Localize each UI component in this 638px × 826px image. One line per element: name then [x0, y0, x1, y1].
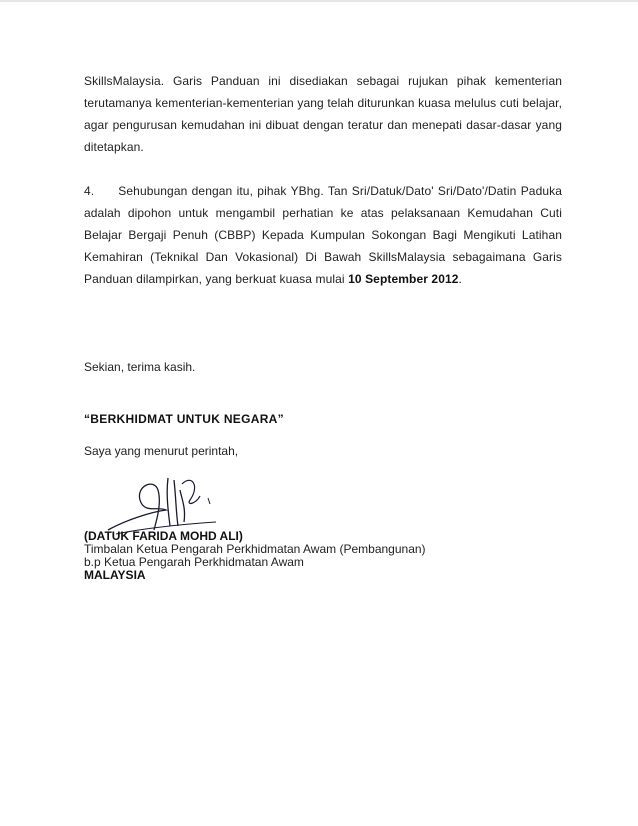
paragraph-number: 4.: [84, 184, 95, 198]
motto: “BERKHIDMAT UNTUK NEGARA”: [84, 412, 284, 426]
signatory-country: MALAYSIA: [84, 568, 146, 582]
closing-text: Sekian, terima kasih.: [84, 360, 196, 374]
paragraph-4-end: .: [458, 272, 462, 286]
paragraph-4-text: Sehubungan dengan itu, pihak YBhg. Tan Sri/Datuk/Dato' Sri/Dato'/Datin Paduka adalah dipohon untuk mengambil perhatian ke atas pelaksanaan Kemudahan Cuti Belajar Bergaji Penuh (CBBP) Kepada Kumpulan Sokongan Bagi Mengikuti Latihan Kemahiran (Teknikal Dan Vokasional) Di Bawah SkillsMalaysia sebagaimana Garis Panduan dilampirkan, yang berkuat kuasa mulai: [84, 184, 562, 286]
saya-yang-menurut-perintah: Saya yang menurut perintah,: [84, 444, 239, 458]
effective-date: 10 September 2012: [348, 272, 459, 286]
signature-block: [84, 530, 426, 582]
page-top-edge: [0, 0, 638, 2]
signatory-name: (DATUK FARIDA MOHD ALI): [84, 529, 243, 543]
paragraph-1: SkillsMalaysia. Garis Panduan ini disediakan sebagai rujukan pihak kementerian terutamanya kementerian-kementerian yang telah diturunkan kuasa melulus cuti belajar, agar pengurusan kemudahan ini dibuat dengan teratur dan menepati dasar-dasar yang ditetapkan.: [84, 74, 562, 154]
signatory-on-behalf: b.p Ketua Pengarah Perkhidmatan Awam: [84, 555, 304, 569]
paragraph-4: [84, 180, 562, 290]
signatory-title: Timbalan Ketua Pengarah Perkhidmatan Awam (Pembangunan): [84, 542, 426, 556]
